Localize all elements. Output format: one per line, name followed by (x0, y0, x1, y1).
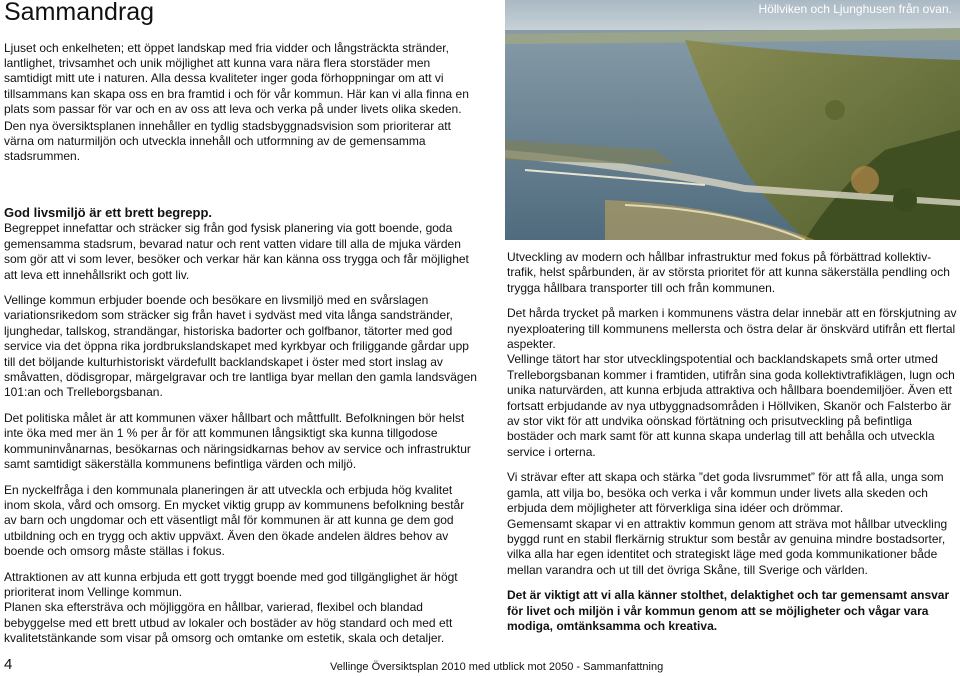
body-paragraph: Vi strävar efter att skapa och stärka ”det goda livsrummet” för att få alla, unga som gamla, att vilja bo, besöka och verka i vår kommun under livets alla skeden och erbjuda dem möjligheter att förverkliga sina idéer och drömmar. (507, 470, 944, 516)
body-paragraph: En nyckelfråga i den kommunala planeringen är att utveckla och erbjuda hög kvalitet inom skola, vård och omsorg. En mycket viktig grupp av kommunens befolkning består av barn och ungdomar och ett väsentligt mål för kommunen är att kunna ge dem god utbildning och en trygg och aktiv uppväxt. Även den ökade andelen äldres behov av boende och omsorg måste ställas i fokus. (4, 482, 465, 559)
photo-caption: Höllviken och Ljunghusen från ovan. (758, 2, 952, 16)
intro-section (4, 41, 474, 167)
left-column (4, 205, 480, 657)
body-paragraph: Vellinge tätort har stor utvecklingspotential och backlandskapets små orter utmed Trelleborgsbanan kommer i framtiden, utifrån sina goda kollektivtrafiklägen, lugn och unika naturvärden, att kunna erbjuda attraktiva och hållbara boendemiljöer. Även ett fortsatt erbjudande av nya utbyggnadsområden i Höllviken, Skanör och Falsterbo är av stor vikt för att undvika oönskad förtätning och prisutveckling på befintliga bostäder och mark samt för att kunna skapa underlag till att behålla och utveckla service i orterna. (507, 352, 955, 459)
body-paragraph: Planen ska eftersträva och möjliggöra en hållbar, varierad, flexibel och blandad bebyggelse med ett brett utbud av lokaler och bostäder av hög standard och med ett kvalitetstänkande som visar på omsorg och omtanke om estetik, skala och detaljer. (4, 600, 453, 646)
intro-paragraph: Ljuset och enkelheten; ett öppet landskap med fria vidder och långsträckta stränder, lantlighet, trivsamhet och unik möjlighet att kunna vara nära flera storstäder men samtidigt mitt ute i naturen. Alla dessa kvaliteter inger goda förhoppningar om att vi tillsammans kan skapa oss en bra framtid i och för vår kommun. Här kan vi alla finna en plats som passar för var och en av oss att leva och verka på under livets olika skeden. (4, 41, 469, 116)
body-paragraph: Vellinge kommun erbjuder boende och besökare en livsmiljö med en svårslagen variationsrikedom som sträcker sig från havet i sydväst med vita långa sandstränder, ljunghedar, tallskog, strandängar, historiska badorter och golfbanor, tätorter med god service via det öppna rika jordbrukslandskapet med kyrkbyar och friliggande gårdar upp till det böljande kulturhistoriskt värdefullt backlandskapet i öster med stort inslag av småvatten, dödisgropar, märgelgravar och tre lantliga byar mellan den gamla landsvägen 101:an och Trelleborgsbanan. (4, 293, 477, 400)
body-paragraph: Det politiska målet är att kommunen växer hållbart och måttfullt. Befolkningen bör helst inte öka med mer än 1 % per år för att kommunen långsiktigt ska kunna tillgodose kommuninvånarnas, besökarnas och näringsidkarnas behov av service och infrastruktur samt samtidigt säkerställa kommunens befintliga värden och miljö. (4, 410, 471, 472)
body-paragraph: Gemensamt skapar vi en attraktiv kommun genom att sträva mot hållbar utveckling byggd runt en stabil flerkärnig struktur som består av genuina mindre bostadsorter, vilka alla har egen identitet och strategiskt läge med goda kommunikationer både mellan varandra och ut till det övriga Skåne, till Sverige och världen. (507, 516, 948, 577)
body-paragraph: Utveckling av modern och hållbar infrastruktur med fokus på förbättrad kollektiv-trafik, helst spårbunden, är av största prioritet för att kunna säkerställa pendling och trygga hållbara transporter till och från kommunen. (507, 250, 950, 295)
body-paragraph: Attraktionen av att kunna erbjuda ett gott tryggt boende med god tillgänglighet är högt prioriterat inom Vellinge kommun. (4, 569, 458, 599)
section-heading: God livsmiljö är ett brett begrepp. (4, 205, 213, 220)
intro-paragraph: Den nya översiktsplanen innehåller en tydlig stadsbyggnadsvision som prioriterar att värna om naturmiljön och utveckla innehåll och utformning av de gemensamma stadsrummen. (4, 119, 451, 164)
right-column (507, 250, 957, 644)
closing-statement: Det är viktigt att vi alla känner stolthet, delaktighet och tar gemensamt ansvar för livet och miljön i vår kommun genom att se möjligheter och vågar vara modiga, omtänksamma och kreativa. (507, 588, 950, 633)
footer-text: Vellinge Översiktsplan 2010 med utblick mot 2050 - Sammanfattning (330, 661, 664, 673)
body-paragraph: Begreppet innefattar och sträcker sig från god fysisk planering via gott boende, goda gemensamma stadsrum, bevarad natur och rent vatten vidare till alla de mjuka värden som gör att vi som lever, besöker och verkar här kan känna oss trygga och får möjlighet att leva ett innehållsrikt och gott liv. (4, 221, 469, 282)
page-number: 4 (4, 656, 13, 673)
body-paragraph: Det hårda trycket på marken i kommunens västra delar innebär att en förskjutning av nyexploatering till kommunens mellersta och östra delar är önskvärd utifrån ett flertal aspekter. (507, 306, 957, 352)
page-title: Sammandrag (4, 0, 155, 26)
aerial-photo (505, 0, 960, 240)
aerial-photo-illustration (505, 0, 960, 240)
